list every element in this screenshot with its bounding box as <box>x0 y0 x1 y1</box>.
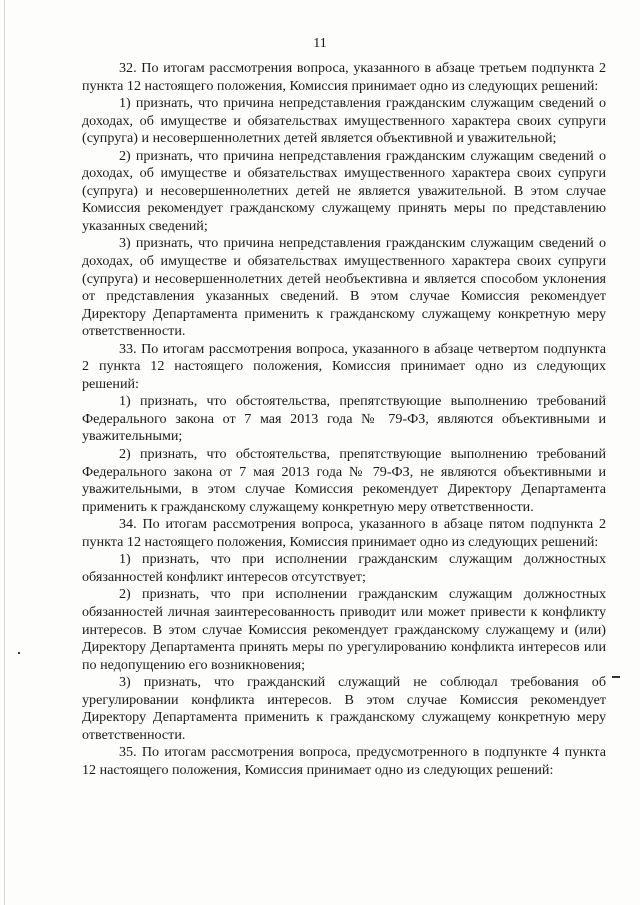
paragraph-34-item-1: 1) признать, что при исполнении гражданским служащим должностных обязанностей конфликт интересов отсутствует; <box>82 551 606 585</box>
page-number: 11 <box>313 36 327 51</box>
paragraph-33: 33. По итогам рассмотрения вопроса, указанного в абзаце четвертом подпункта 2 пункта 12 настоящего положения, Комиссия принимает одно из следующих решений: <box>82 340 606 392</box>
scan-margin-line <box>4 0 5 905</box>
paragraph-34: 34. По итогам рассмотрения вопроса, указанного в абзаце пятом подпункта 2 пункта 12 настоящего положения, Комиссия принимает одно из следующих решений: <box>82 516 606 550</box>
paragraph-33-item-1: 1) признать, что обстоятельства, препятствующие выполнению требований Федерального закона от 7 мая 2013 года № 79-ФЗ, являются объективными и уважительными; <box>82 393 606 445</box>
paragraph-34-item-2: 2) признать, что при исполнении гражданским служащим должностных обязанностей личная заинтересованность приводит или может привести к конфликту интересов. В этом случае Комиссия рекомендует гражданскому служащему и (или) Директору Департамента принять меры по урегулированию конфликта интересов или по недопущению его возникновения; <box>82 586 606 673</box>
paragraph-32-item-1: 1) признать, что причина непредставления гражданским служащим сведений о доходах, об имуществе и обязательствах имущественного характера своих супруги (супруга) и несовершеннолетних детей является объективной и уважительной; <box>82 95 606 147</box>
document-body <box>82 60 606 779</box>
scan-dot-mark <box>18 652 20 654</box>
paragraph-32-item-2: 2) признать, что причина непредставления гражданским служащим сведений о доходах, об имуществе и обязательствах имущественного характера своих супруги (супруга) и несовершеннолетних детей не является уважительной. В этом случае Комиссия рекомендует гражданскому служащему принять меры по представлению указанных сведений; <box>82 147 606 234</box>
paragraph-32-item-3: 3) признать, что причина непредставления гражданским служащим сведений о доходах, об имуществе и обязательствах имущественного характера своих супруги (супруга) и несовершеннолетних детей необъективна и является способом уклонения от представления указанных сведений. В этом случае Комиссия рекомендует Директору Департамента применить к гражданскому служащему конкретную меру ответственности. <box>82 235 606 340</box>
paragraph-32: 32. По итогам рассмотрения вопроса, указанного в абзаце третьем подпункта 2 пункта 12 настоящего положения, Комиссия принимает одно из следующих решений: <box>82 60 606 94</box>
paragraph-33-item-2: 2) признать, что обстоятельства, препятствующие выполнению требований Федерального закона от 7 мая 2013 года № 79-ФЗ, не являются объективными и уважительными, в этом случае Комиссия рекомендует Директору Департамента применить к гражданскому служащему конкретную меру ответственности. <box>82 446 606 515</box>
scan-dash-mark <box>612 676 620 678</box>
paragraph-35: 35. По итогам рассмотрения вопроса, предусмотренного в подпункте 4 пункта 12 настоящего положения, Комиссия принимает одно из следующих решений: <box>82 744 606 778</box>
paragraph-34-item-3: 3) признать, что гражданский служащий не соблюдал требования об урегулировании конфликта интересов. В этом случае Комиссия рекомендует Директору Департамента применить к гражданскому служащему конкретную меру ответственности. <box>82 674 606 743</box>
